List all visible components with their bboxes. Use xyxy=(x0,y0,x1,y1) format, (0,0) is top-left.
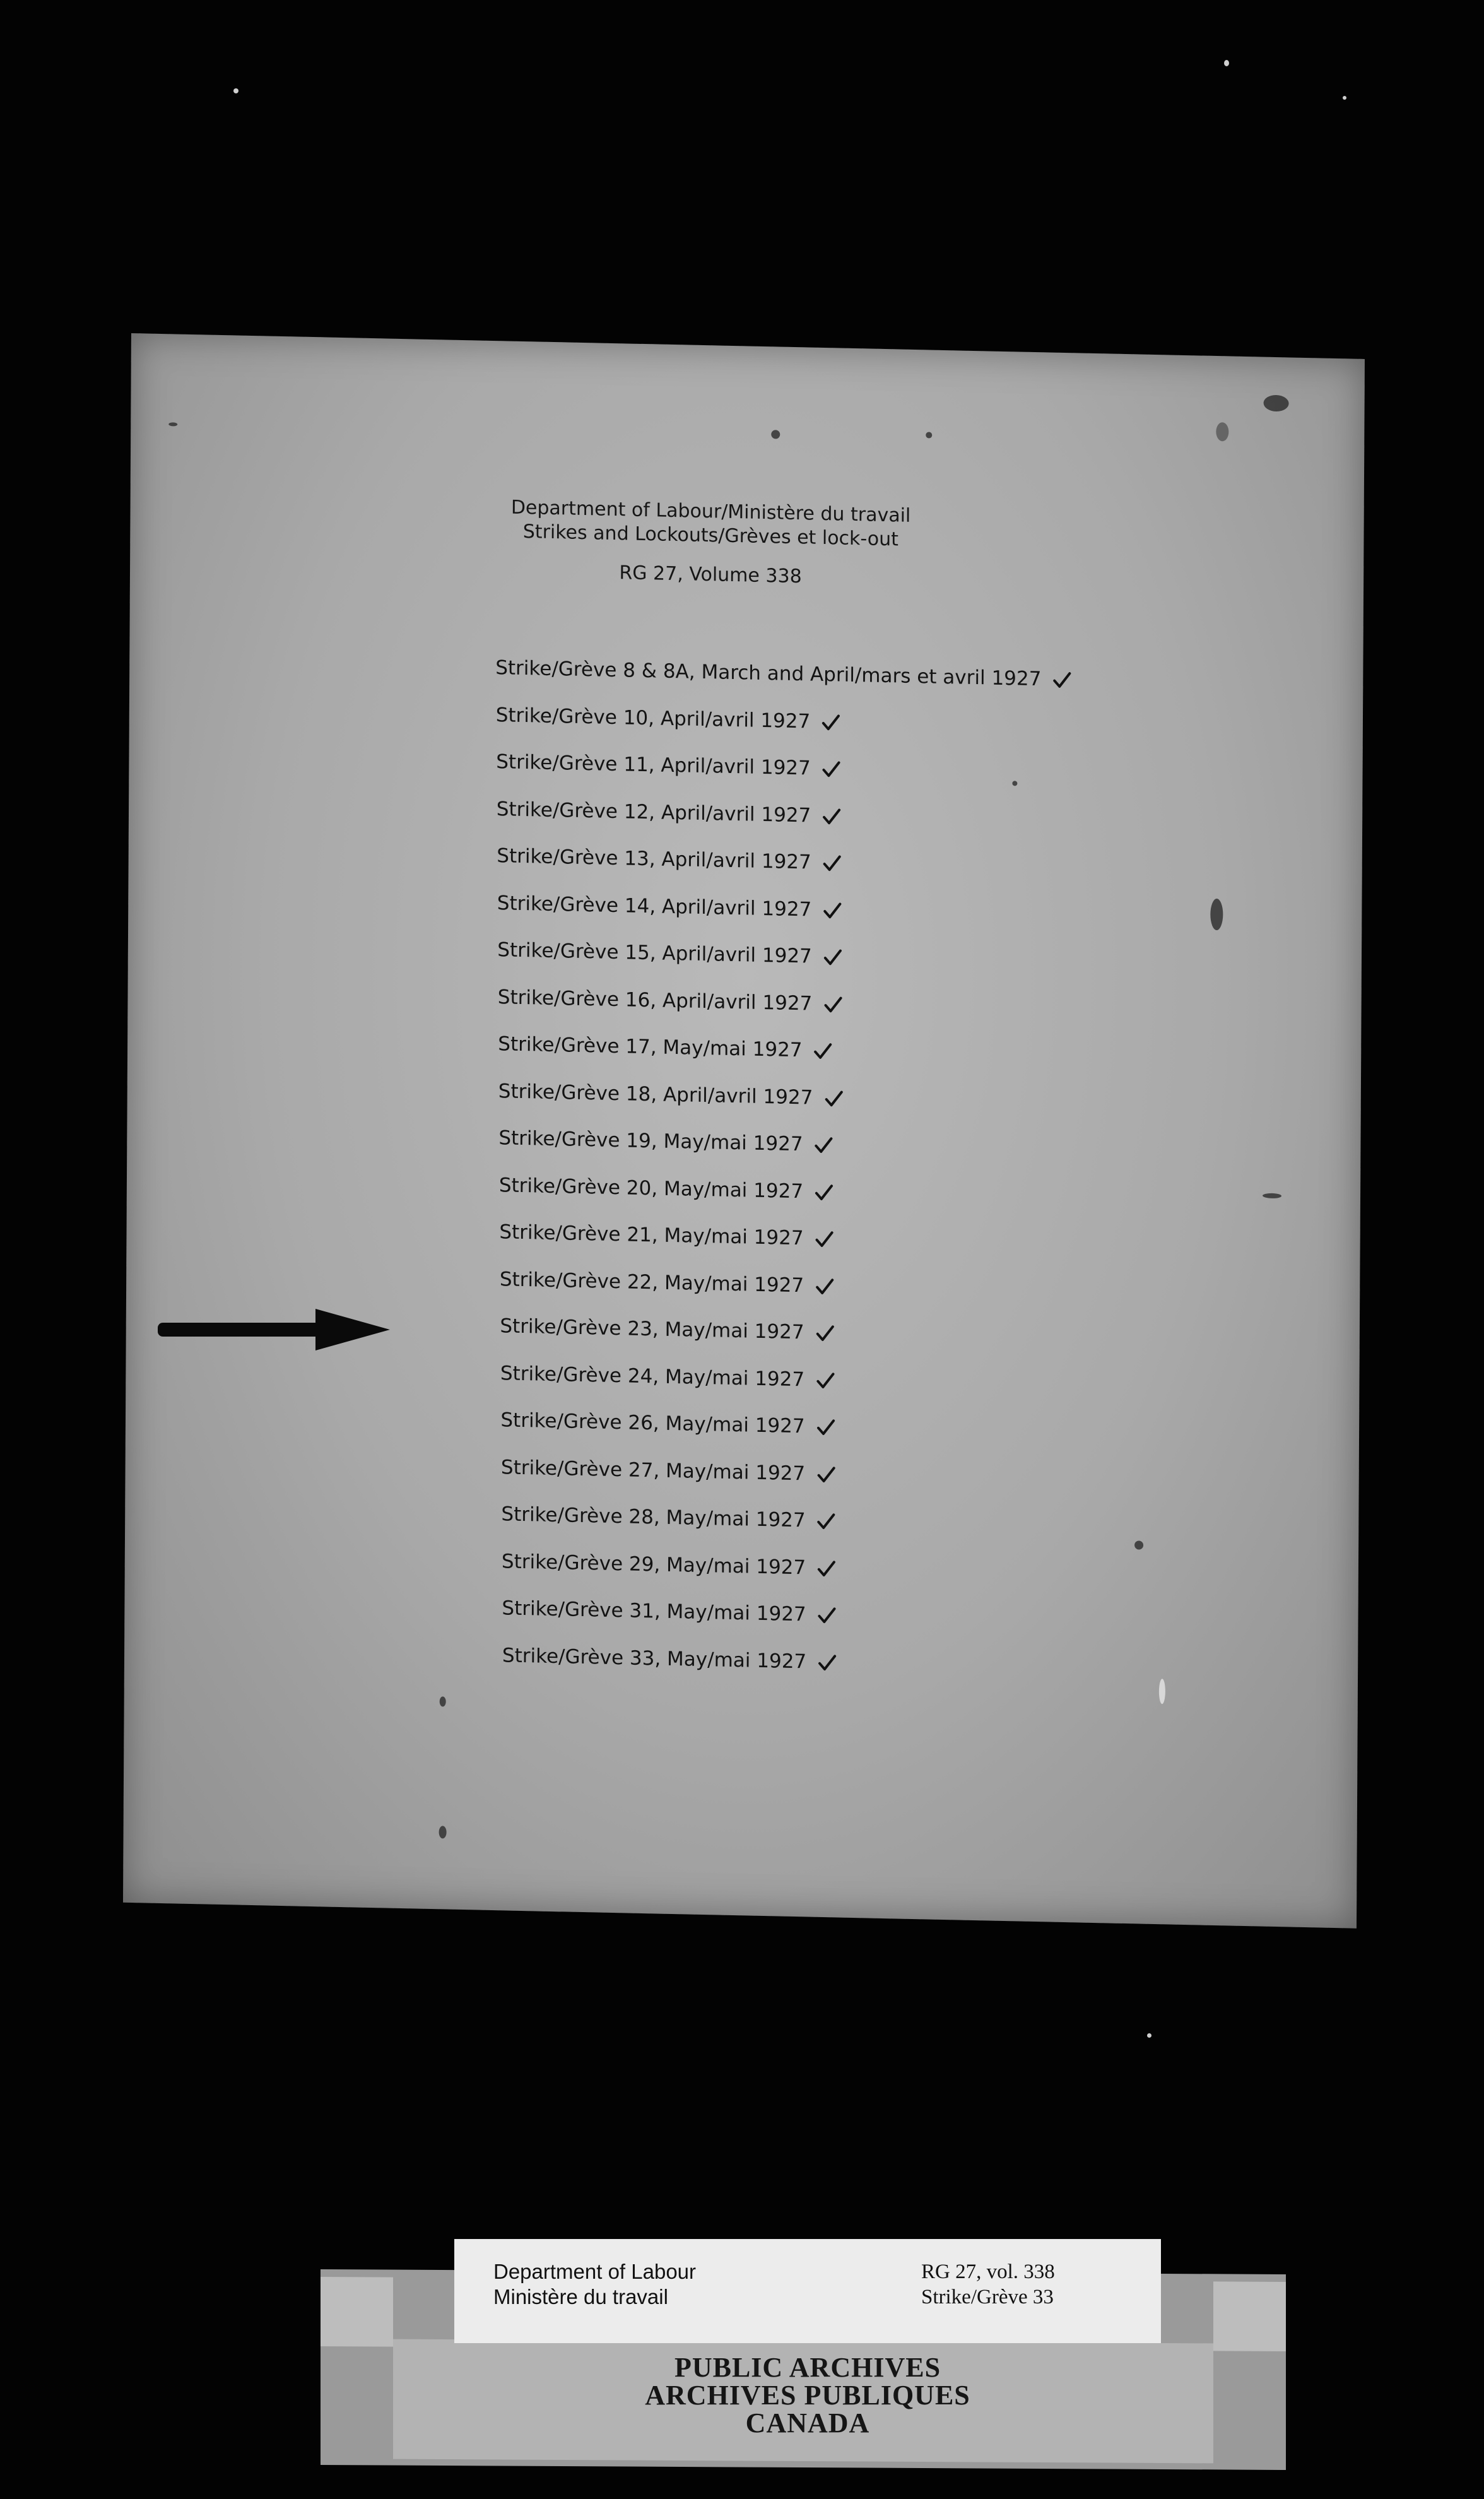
page-speck xyxy=(1210,899,1223,930)
strike-entry-label: Strike/Grève 26, May/mai 1927 xyxy=(500,1409,805,1438)
label-dept-fr: Ministère du travail xyxy=(493,2285,668,2308)
checkmark-icon xyxy=(816,1418,833,1436)
strike-entry-label: Strike/Grève 24, May/mai 1927 xyxy=(500,1361,805,1391)
list-item xyxy=(501,1503,833,1532)
list-item xyxy=(501,1456,833,1486)
strike-entry-label: Strike/Grève 8 & 8A, March and April/mars et avril 1927 xyxy=(495,656,1042,691)
strike-entry-label: Strike/Grève 15, April/avril 1927 xyxy=(497,938,812,968)
strike-entry-label: Strike/Grève 21, May/mai 1927 xyxy=(499,1220,804,1250)
page-speck xyxy=(771,430,780,439)
strike-entry-label: Strike/Grève 27, May/mai 1927 xyxy=(500,1455,806,1485)
page-speck xyxy=(1134,1540,1143,1549)
checkmark-icon xyxy=(824,1089,840,1108)
film-dust xyxy=(1343,96,1346,100)
public-archives-stamp xyxy=(587,2354,1028,2437)
list-item xyxy=(497,892,840,921)
list-item xyxy=(498,1080,841,1109)
stamp-line-3: CANADA xyxy=(745,2407,870,2438)
page-speck xyxy=(439,1826,447,1838)
strike-entry-label: Strike/Grève 22, May/mai 1927 xyxy=(499,1267,804,1297)
arrow-right-icon xyxy=(158,1308,391,1352)
checkmark-icon xyxy=(816,1371,832,1389)
list-item xyxy=(499,1220,831,1250)
stamp-line-1: PUBLIC ARCHIVES xyxy=(674,2352,941,2383)
film-dust xyxy=(233,88,238,93)
list-item xyxy=(497,798,839,827)
strike-entry-label: Strike/Grève 13, April/avril 1927 xyxy=(497,844,811,874)
strike-entry-label: Strike/Grève 23, May/mai 1927 xyxy=(500,1314,804,1344)
page-speck xyxy=(1263,1193,1281,1199)
label-ref: RG 27, vol. 338 xyxy=(921,2260,1055,2283)
document-header xyxy=(471,495,951,592)
checkmark-icon xyxy=(823,948,840,966)
checkmark-icon xyxy=(816,1465,833,1483)
series-line: Strikes and Lockouts/Grèves et lock-out xyxy=(522,521,899,551)
archive-label-card xyxy=(454,2239,1161,2343)
checkmark-icon xyxy=(814,1042,830,1060)
page-speck xyxy=(1264,395,1289,412)
list-item xyxy=(498,1126,830,1156)
page-speck xyxy=(926,432,932,438)
strike-entry-label: Strike/Grève 20, May/mai 1927 xyxy=(498,1173,804,1203)
strike-entry-label: Strike/Grève 28, May/mai 1927 xyxy=(501,1503,806,1532)
film-dust xyxy=(1224,60,1229,66)
checkmark-icon xyxy=(822,712,838,731)
list-item xyxy=(502,1597,833,1626)
label-tab-right xyxy=(1213,2281,1286,2351)
page-speck xyxy=(1216,422,1228,441)
list-item xyxy=(498,1032,830,1062)
checkmark-icon xyxy=(815,1183,831,1201)
strike-entry-label: Strike/Grève 31, May/mai 1927 xyxy=(502,1597,806,1626)
stamp-line-2: ARCHIVES PUBLIQUES xyxy=(645,2380,970,2411)
checkmark-icon xyxy=(818,1606,834,1624)
strike-entry-label: Strike/Grève 33, May/mai 1927 xyxy=(502,1643,807,1673)
volume-line: RG 27, Volume 338 xyxy=(619,562,802,588)
strike-entry-label: Strike/Grève 19, May/mai 1927 xyxy=(498,1126,803,1156)
checkmark-icon xyxy=(823,901,839,919)
checkmark-icon xyxy=(817,1559,833,1577)
label-strike: Strike/Grève 33 xyxy=(921,2286,1054,2308)
strike-entry-label: Strike/Grève 29, May/mai 1927 xyxy=(501,1549,806,1579)
label-department xyxy=(493,2259,696,2310)
department-line: Department of Labour/Ministère du travail xyxy=(510,496,911,527)
list-item xyxy=(498,986,840,1015)
list-item xyxy=(497,938,840,968)
film-dust xyxy=(1147,2033,1151,2038)
checkmark-icon xyxy=(815,1277,832,1295)
page-speck xyxy=(168,422,177,426)
strike-entry-label: Strike/Grève 10, April/avril 1927 xyxy=(495,703,811,733)
checkmark-icon xyxy=(816,1324,832,1342)
list-item xyxy=(500,1409,832,1438)
list-item xyxy=(497,844,839,874)
page-speck xyxy=(1012,781,1017,786)
label-reference xyxy=(921,2259,1055,2310)
checkmark-icon xyxy=(1052,671,1069,689)
list-item xyxy=(499,1174,831,1203)
list-item xyxy=(495,656,1069,691)
strike-entry-label: Strike/Grève 14, April/avril 1927 xyxy=(497,891,812,921)
strike-entry-label: Strike/Grève 12, April/avril 1927 xyxy=(496,797,811,827)
list-item xyxy=(500,1268,832,1297)
list-item xyxy=(496,750,839,780)
list-item xyxy=(500,1314,832,1344)
strike-entry-label: Strike/Grève 18, April/avril 1927 xyxy=(498,1079,813,1109)
scanned-document-page xyxy=(123,333,1365,1929)
page-speck xyxy=(440,1696,446,1706)
checkmark-icon xyxy=(823,995,840,1013)
checkmark-icon xyxy=(822,806,839,825)
checkmark-icon xyxy=(818,1653,834,1671)
checkmark-icon xyxy=(815,1230,832,1248)
list-item xyxy=(496,704,839,733)
list-item xyxy=(500,1362,832,1391)
list-item xyxy=(502,1644,834,1674)
label-dept-en: Department of Labour xyxy=(493,2260,697,2283)
strike-entry-label: Strike/Grève 16, April/avril 1927 xyxy=(497,985,813,1015)
label-tab-left xyxy=(321,2277,393,2347)
strike-entry-label: Strike/Grève 17, May/mai 1927 xyxy=(498,1032,803,1062)
checkmark-icon xyxy=(823,854,839,872)
checkmark-icon xyxy=(815,1136,831,1154)
checkmark-icon xyxy=(822,760,839,778)
page-speck xyxy=(1159,1679,1165,1704)
list-item xyxy=(502,1550,833,1580)
checkmark-icon xyxy=(817,1512,833,1530)
strike-entry-label: Strike/Grève 11, April/avril 1927 xyxy=(496,750,811,780)
